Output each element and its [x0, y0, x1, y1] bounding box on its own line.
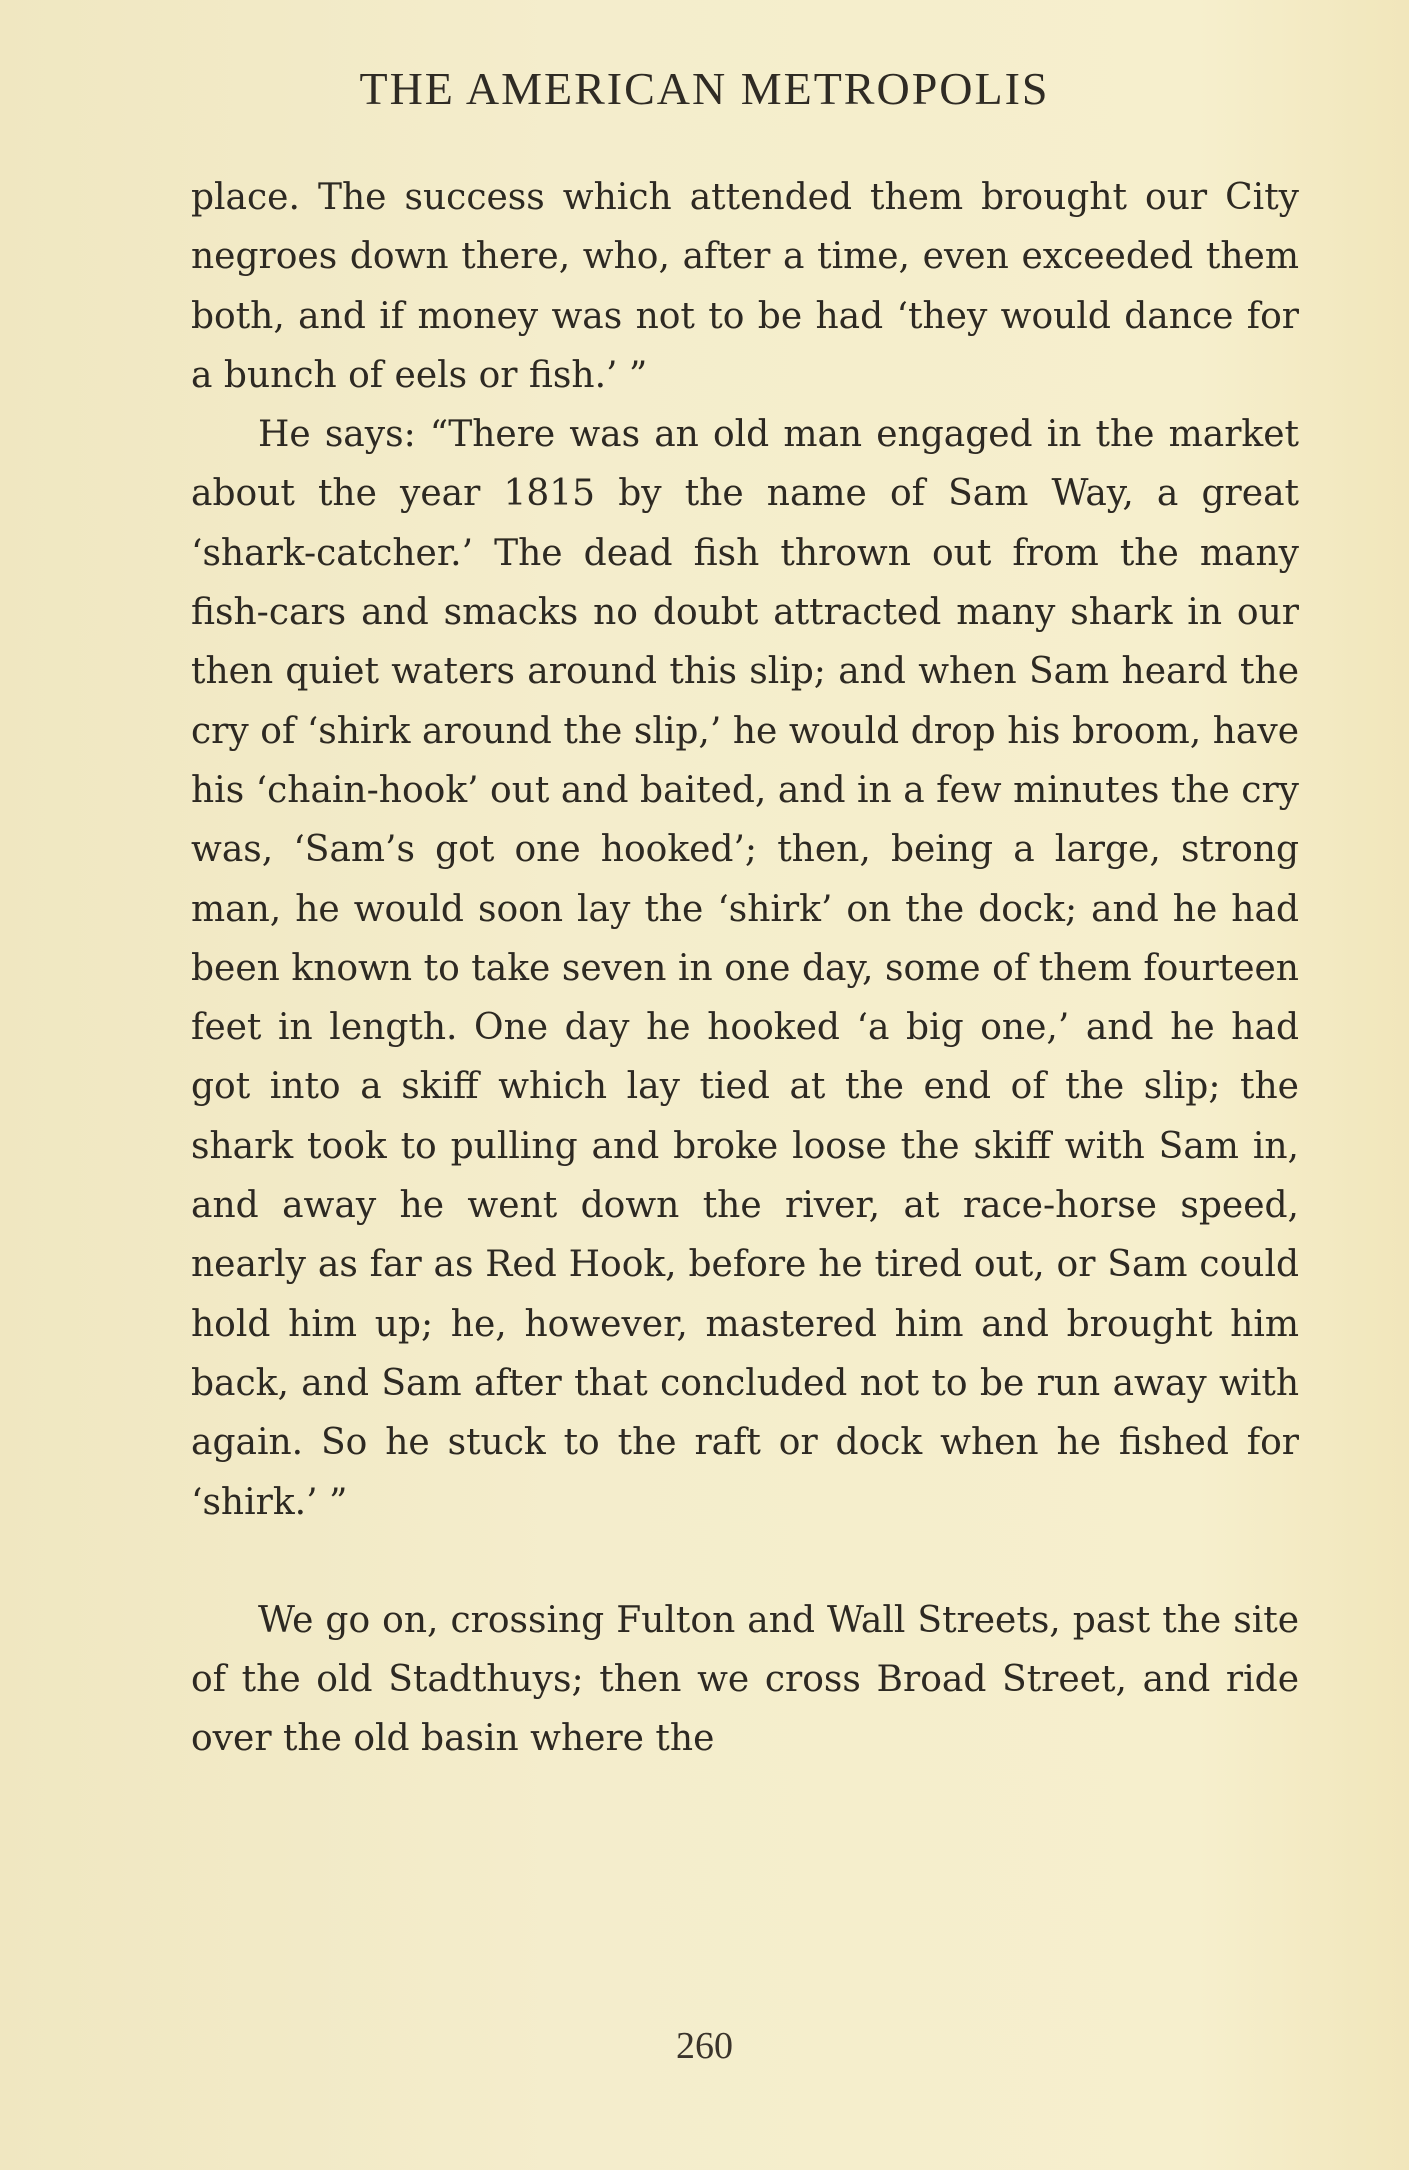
paragraph-route: We go on, crossing Fulton and Wall Streets, past the site of the old Stadthuys; then we cross Broad Street, and ride over the old basin where the: [191, 1599, 1299, 1760]
paragraph-continued: place. The success which attended them brought our City negroes down there, who, after a time, even exceeded them both, and if money was not to be had ‘they would dance for a bunch of eels or fish.’ ”: [191, 177, 1299, 396]
running-head: THE AMERICAN METROPOLIS: [359, 63, 1050, 114]
page-number: 260: [676, 2025, 733, 2067]
paragraph-quote-sam-way: He says: “There was an old man engaged in the market about the year 1815 by the name of Sam Way, a great ‘shark-catcher.’ The dead fish thrown out from the many fish-cars and smacks no doubt attracted many shark in our then quiet waters around this slip; and when Sam heard the cry of ‘shirk around the slip,’ he would drop his broom, have his ‘chain-hook’ out and baited, and in a few minutes the cry was, ‘Sam’s got one hooked’; then, being a large, strong man, he would soon lay the ‘shirk’ on the dock; and he had been known to take seven in one day, some of them fourteen feet in length. One day he hooked ‘a big one,’ and he had got into a skiff which lay tied at the end of the slip; the shark took to pulling and broke loose the skiff with Sam in, and away he went down the river, at race-horse speed, nearly as far as Red Hook, before he tired out, or Sam could hold him up; he, however, mastered him and brought him back, and Sam after that concluded not to be run away with again. So he stuck to the raft or dock when he fished for ‘shirk.’ ”: [191, 414, 1299, 1523]
body-text: [191, 168, 1299, 1769]
